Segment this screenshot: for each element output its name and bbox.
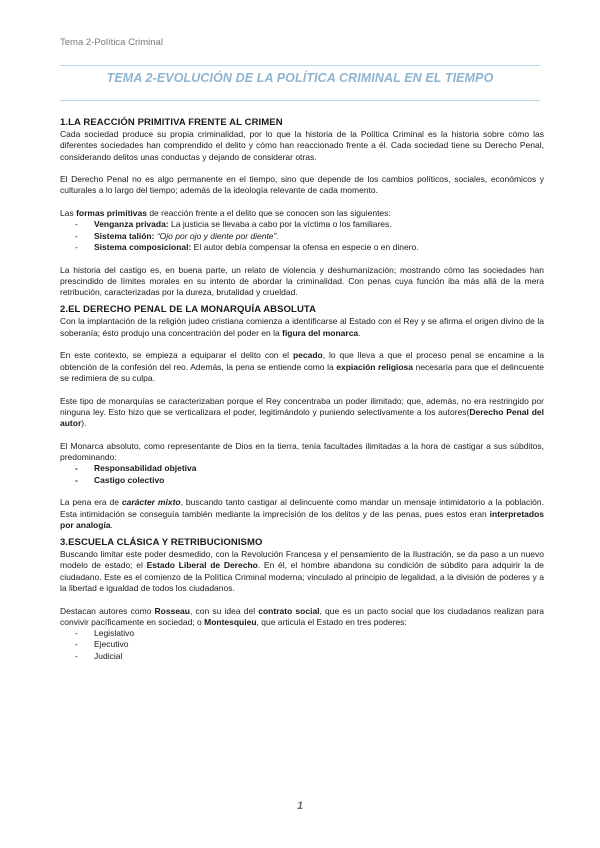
section-1-paragraph-1: Cada sociedad produce su propia criminalidad, por lo que la historia de la Política Criminal es la historia sobre cómo las diferentes sociedades han comprendido el delito y cómo han reaccionado frente a él. Cada sociedad tiene su Derecho Penal, considerando delitos unas conductas y dejando de considerar otras. <box>60 129 544 162</box>
section-2-heading: 2.EL DERECHO PENAL DE LA MONARQUÍA ABSOLUTA <box>60 304 317 316</box>
absolute-punishment-list <box>60 463 544 486</box>
section-2-paragraph-5: La pena era de carácter mixto, buscando tanto castigar al delincuente como mandar un mensaje intimidatorio a la población. Esta intimidación se conseguía también mediante la imprecisión de los delitos y de las penas, pues estos eran interpretados por analogía. <box>60 497 544 530</box>
list-item: - Castigo colectivo <box>60 475 544 486</box>
title-rule-bottom <box>60 100 540 101</box>
section-1-paragraph-4: La historia del castigo es, en buena parte, un relato de violencia y deshumanización; mostrando cómo las sociedades han prescindido de límites morales en su intento de abordar la criminalidad. Con penas cuya función iba más allá de la mera retribución, caracterizadas por la dureza, brutalidad y crueldad. <box>60 264 544 298</box>
title-rule-top <box>60 65 540 66</box>
document-title: TEMA 2-EVOLUCIÓN DE LA POLÍTICA CRIMINAL EN EL TIEMPO <box>106 71 494 85</box>
list-item: - Ejecutivo <box>60 639 544 650</box>
section-1-heading: 1.LA REACCIÓN PRIMITIVA FRENTE AL CRIMEN <box>60 117 283 128</box>
section-2-paragraph-3: Este tipo de monarquías se caracterizaban porque el Rey concentraba un poder ilimitado; que, además, no era restringido por ninguna ley. Esto hizo que se verticalizara el poder, legitimándolo y puniendo selectivamente a los autores(Derecho Penal del autor). <box>60 395 544 429</box>
list-item: - Sistema composicional: El autor debía compensar la ofensa en especie o en dinero. <box>60 242 544 253</box>
section-1-paragraph-3: Las formas primitivas de reacción frente a el delito que se conocen son las siguientes: <box>60 208 391 219</box>
section-3-paragraph-1: Buscando limitar este poder desmedido, con la Revolución Francesa y el pensamiento de la Ilustración, se da paso a un nuevo modelo de estado; el Estado Liberal de Derecho. En él, el hombre abandona su condición de súbdito para adquirir la de ciudadano. Este es el comienzo de la Política Criminal moderna; vinculado al principio de legalidad, a la división de poderes y a la libertad e igualdad de todos los ciudadanos. <box>60 549 544 593</box>
powers-list <box>60 628 544 662</box>
page-number: 1 <box>296 800 304 812</box>
list-item: - Sistema talión: “Ojo por ojo y diente por diente”. <box>60 231 544 242</box>
section-2-paragraph-1: Con la implantación de la religión judeo cristiana comienza a identificarse al Estado con el Rey y se afirma el origen divino de la soberanía; ésto produjo una concentración del poder en la figura del monarca. <box>60 316 544 338</box>
running-header: Tema 2-Política Criminal <box>60 37 163 48</box>
section-1-paragraph-2: El Derecho Penal no es algo permanente en el tiempo, sino que depende de los cambios políticos, sociales, económicos y culturales a lo largo del tiempo; además de la ideología relevante de cada momento. <box>60 174 544 196</box>
list-item: - Legislativo <box>60 628 544 639</box>
section-2-paragraph-2: En este contexto, se empieza a equiparar el delito con el pecado, lo que lleva a que el proceso penal se encamine a la obtención de la confesión del reo. Además, la pena se entiende como la expiación religiosa necesaria para que el delincuente se redimiera de su culpa. <box>60 350 545 383</box>
list-item: - Venganza privada: La justicia se llevaba a cabo por la víctima o los familiares. <box>60 219 544 230</box>
list-item: - Judicial <box>60 651 544 662</box>
section-3-heading: 3.ESCUELA CLÁSICA Y RETRIBUCIONISMO <box>60 537 263 549</box>
list-item: - Responsabilidad objetiva <box>60 463 544 474</box>
primitive-forms-list <box>60 219 544 253</box>
section-2-paragraph-4: El Monarca absoluto, como representante de Dios en la tierra, tenía facultades ilimitadas a la hora de castigar a sus súbditos, predominando: <box>60 440 544 463</box>
document-body <box>60 117 544 662</box>
section-3-paragraph-2: Destacan autores como Rosseau, con su idea del contrato social, que es un pacto social que los ciudadanos realizan para convivir pacíficamente en sociedad; o Montesquieu, que articula el Estado en tres poderes: <box>60 605 544 627</box>
